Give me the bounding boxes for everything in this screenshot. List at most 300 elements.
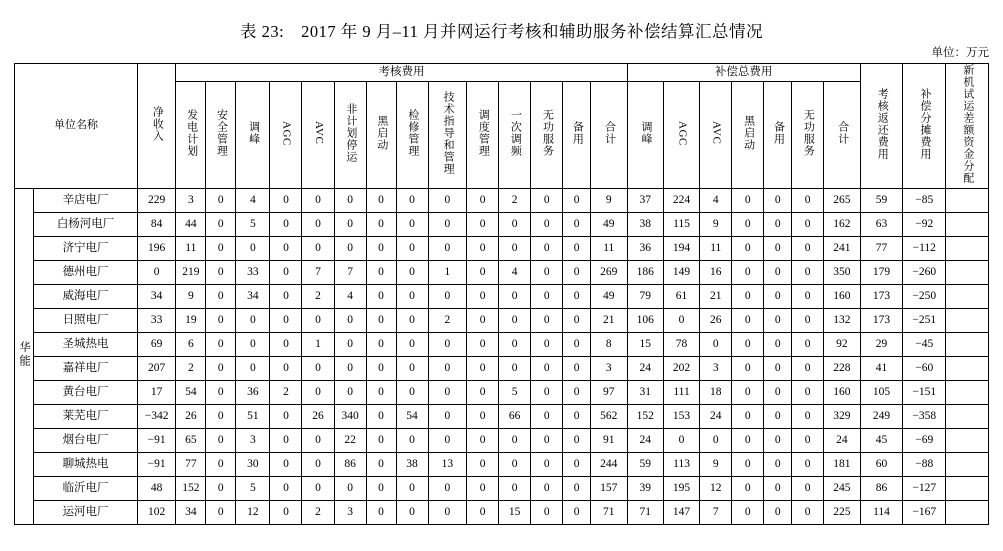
kaohe-cell: 152 <box>176 476 206 500</box>
new-unit-cell <box>946 356 989 380</box>
kaohe-cell: 71 <box>591 500 628 524</box>
kaohe-cell: 0 <box>206 404 236 428</box>
group-label-cell <box>15 188 34 524</box>
kaohe-cell: 66 <box>499 404 531 428</box>
buchang-cell: 16 <box>700 260 732 284</box>
kaohe-return-cell: 60 <box>860 452 903 476</box>
kaohe-cell: 54 <box>176 380 206 404</box>
kaohe-cell: 0 <box>270 332 302 356</box>
kaohe-cell: 5 <box>499 380 531 404</box>
kaohe-cell: 30 <box>236 452 270 476</box>
plant-name-cell: 烟台电厂 <box>34 428 138 452</box>
kaohe-cell: 0 <box>563 404 591 428</box>
table-row <box>15 452 989 476</box>
kaohe-col-header <box>591 82 628 189</box>
kaohe-cell: 0 <box>270 308 302 332</box>
kaohe-cell: 0 <box>366 380 396 404</box>
net-income-cell: 34 <box>137 284 175 308</box>
kaohe-cell: 0 <box>428 188 466 212</box>
kaohe-cell: 0 <box>334 188 366 212</box>
buchang-cell: 0 <box>792 236 824 260</box>
buchang-cell: 0 <box>764 404 792 428</box>
kaohe-cell: 0 <box>206 308 236 332</box>
kaohe-cell: 0 <box>531 260 563 284</box>
buchang-cell: 0 <box>792 212 824 236</box>
table-body <box>15 188 989 524</box>
kaohe-cell: 0 <box>499 284 531 308</box>
kaohe-cell: 0 <box>467 260 499 284</box>
buchang-cell: 0 <box>764 380 792 404</box>
kaohe-cell: 0 <box>428 332 466 356</box>
kaohe-cell: 9 <box>591 188 628 212</box>
buchang-cell: 153 <box>663 404 699 428</box>
buchang-cell: 0 <box>764 476 792 500</box>
buchang-cell: 15 <box>627 332 663 356</box>
kaohe-cell: 0 <box>366 188 396 212</box>
kaohe-cell: 0 <box>563 308 591 332</box>
table-row <box>15 308 989 332</box>
kaohe-cell: 0 <box>531 284 563 308</box>
kaohe-cell: 157 <box>591 476 628 500</box>
buchang-cell: 0 <box>732 356 764 380</box>
kaohe-return-cell: 77 <box>860 236 903 260</box>
kaohe-cell: 4 <box>334 284 366 308</box>
kaohe-cell: 0 <box>366 236 396 260</box>
buchang-share-cell: −127 <box>903 476 946 500</box>
new-unit-label: 新机试运差额资金分配 <box>961 64 974 184</box>
table-row <box>15 188 989 212</box>
buchang-col-header <box>663 82 699 189</box>
buchang-cell: 0 <box>700 332 732 356</box>
kaohe-cell: 0 <box>270 212 302 236</box>
buchang-share-cell: −260 <box>903 260 946 284</box>
col-label: 技术指导和管理 <box>442 91 455 175</box>
buchang-cell: 7 <box>700 500 732 524</box>
kaohe-cell: 0 <box>334 476 366 500</box>
buchang-cell: 38 <box>627 212 663 236</box>
table-row <box>15 236 989 260</box>
kaohe-cell: 0 <box>396 212 428 236</box>
kaohe-return-cell: 63 <box>860 212 903 236</box>
buchang-cell: 0 <box>700 428 732 452</box>
buchang-cell: 228 <box>824 356 860 380</box>
kaohe-cell: 49 <box>591 212 628 236</box>
kaohe-cell: 12 <box>236 500 270 524</box>
kaohe-cell: 0 <box>428 428 466 452</box>
kaohe-cell: 0 <box>499 452 531 476</box>
kaohe-return-cell: 29 <box>860 332 903 356</box>
col-label: 调度管理 <box>477 109 490 157</box>
plant-name-cell: 临沂电厂 <box>34 476 138 500</box>
buchang-cell: 0 <box>764 212 792 236</box>
kaohe-cell: 0 <box>563 476 591 500</box>
kaohe-cell: 0 <box>366 428 396 452</box>
table-row <box>15 260 989 284</box>
buchang-cell: 21 <box>700 284 732 308</box>
kaohe-cell: 54 <box>396 404 428 428</box>
buchang-cell: 0 <box>732 236 764 260</box>
plant-name-cell: 济宁电厂 <box>34 236 138 260</box>
net-income-cell: 207 <box>137 356 175 380</box>
buchang-cell: 0 <box>732 188 764 212</box>
buchang-cell: 61 <box>663 284 699 308</box>
kaohe-cell: 340 <box>334 404 366 428</box>
net-income-cell: 84 <box>137 212 175 236</box>
kaohe-cell: 0 <box>366 500 396 524</box>
net-income-cell: −91 <box>137 452 175 476</box>
col-label: AVC <box>312 121 325 145</box>
kaohe-cell: 0 <box>302 452 334 476</box>
kaohe-cell: 0 <box>428 212 466 236</box>
kaohe-cell: 34 <box>176 500 206 524</box>
buchang-cell: 0 <box>792 476 824 500</box>
kaohe-cell: 26 <box>176 404 206 428</box>
net-income-cell: −91 <box>137 428 175 452</box>
kaohe-cell: 0 <box>206 380 236 404</box>
new-unit-cell <box>946 332 989 356</box>
buchang-cell: 0 <box>663 428 699 452</box>
kaohe-col-header <box>302 82 334 189</box>
buchang-cell: 0 <box>792 500 824 524</box>
kaohe-cell: 0 <box>236 356 270 380</box>
kaohe-cell: 0 <box>531 380 563 404</box>
kaohe-cell: 0 <box>467 404 499 428</box>
kaohe-return-cell: 59 <box>860 188 903 212</box>
kaohe-cell: 0 <box>334 332 366 356</box>
kaohe-col-header <box>428 82 466 189</box>
kaohe-cell: 0 <box>428 380 466 404</box>
kaohe-cell: 0 <box>366 404 396 428</box>
kaohe-cell: 0 <box>270 188 302 212</box>
unit-name-header <box>15 64 138 189</box>
buchang-cell: 195 <box>663 476 699 500</box>
kaohe-cell: 0 <box>206 236 236 260</box>
kaohe-cell: 0 <box>428 284 466 308</box>
kaohe-cell: 0 <box>302 212 334 236</box>
kaohe-cell: 0 <box>302 236 334 260</box>
kaohe-cell: 0 <box>563 236 591 260</box>
buchang-col-header <box>764 82 792 189</box>
buchang-cell: 0 <box>732 404 764 428</box>
kaohe-cell: 0 <box>428 476 466 500</box>
unit-name-label: 单位名称 <box>53 119 98 131</box>
buchang-cell: 0 <box>764 332 792 356</box>
buchang-cell: 9 <box>700 212 732 236</box>
col-label: 检修管理 <box>406 109 419 157</box>
kaohe-col-header <box>366 82 396 189</box>
kaohe-cell: 0 <box>334 236 366 260</box>
table-row <box>15 284 989 308</box>
kaohe-cell: 0 <box>302 188 334 212</box>
kaohe-cell: 269 <box>591 260 628 284</box>
kaohe-cell: 7 <box>302 260 334 284</box>
kaohe-cell: 77 <box>176 452 206 476</box>
kaohe-cell: 0 <box>467 188 499 212</box>
net-income-cell: 48 <box>137 476 175 500</box>
buchang-cell: 202 <box>663 356 699 380</box>
buchang-share-cell: −112 <box>903 236 946 260</box>
kaohe-cell: 0 <box>366 284 396 308</box>
kaohe-cell: 0 <box>563 380 591 404</box>
buchang-cell: 186 <box>627 260 663 284</box>
kaohe-cell: 8 <box>591 332 628 356</box>
kaohe-cell: 0 <box>467 476 499 500</box>
buchang-share-cell: −85 <box>903 188 946 212</box>
col-label: 一次调频 <box>509 109 522 157</box>
buchang-share-cell: −358 <box>903 404 946 428</box>
buchang-cell: 329 <box>824 404 860 428</box>
kaohe-cell: 34 <box>236 284 270 308</box>
buchang-share-header <box>903 64 946 189</box>
plant-name-cell: 嘉祥电厂 <box>34 356 138 380</box>
buchang-cell: 0 <box>732 332 764 356</box>
kaohe-cell: 0 <box>563 332 591 356</box>
kaohe-cell: 33 <box>236 260 270 284</box>
buchang-cell: 265 <box>824 188 860 212</box>
kaohe-cell: 0 <box>531 500 563 524</box>
kaohe-return-label: 考核返还费用 <box>876 88 889 160</box>
buchang-cell: 0 <box>792 452 824 476</box>
kaohe-cell: 0 <box>396 236 428 260</box>
kaohe-cell: 0 <box>206 260 236 284</box>
buchang-cell: 0 <box>732 260 764 284</box>
col-label: AGC <box>280 120 293 146</box>
buchang-share-cell: −88 <box>903 452 946 476</box>
buchang-cell: 0 <box>663 308 699 332</box>
kaohe-cell: 0 <box>499 236 531 260</box>
buchang-cell: 31 <box>627 380 663 404</box>
kaohe-cell: 0 <box>396 500 428 524</box>
kaohe-cell: 0 <box>467 452 499 476</box>
kaohe-cell: 0 <box>206 356 236 380</box>
kaohe-col-header <box>206 82 236 189</box>
buchang-cell: 245 <box>824 476 860 500</box>
new-unit-cell <box>946 308 989 332</box>
kaohe-cell: 15 <box>499 500 531 524</box>
table-row <box>15 356 989 380</box>
kaohe-cell: 65 <box>176 428 206 452</box>
new-unit-cell <box>946 212 989 236</box>
kaohe-cell: 0 <box>206 452 236 476</box>
buchang-cell: 149 <box>663 260 699 284</box>
buchang-share-cell: −151 <box>903 380 946 404</box>
kaohe-cell: 0 <box>206 500 236 524</box>
buchang-share-cell: −92 <box>903 212 946 236</box>
buchang-cell: 160 <box>824 380 860 404</box>
kaohe-cell: 21 <box>591 308 628 332</box>
kaohe-cell: 0 <box>366 260 396 284</box>
buchang-cell: 0 <box>764 452 792 476</box>
kaohe-cell: 0 <box>396 260 428 284</box>
buchang-cell: 0 <box>764 428 792 452</box>
kaohe-cell: 97 <box>591 380 628 404</box>
new-unit-cell <box>946 452 989 476</box>
kaohe-cell: 0 <box>396 356 428 380</box>
new-unit-cell <box>946 380 989 404</box>
new-unit-cell <box>946 428 989 452</box>
buchang-cell: 0 <box>792 380 824 404</box>
kaohe-cell: 4 <box>236 188 270 212</box>
buchang-cell: 0 <box>764 188 792 212</box>
group-label: 华能 <box>18 341 31 369</box>
kaohe-cell: 0 <box>499 356 531 380</box>
table-row <box>15 428 989 452</box>
kaohe-cell: 0 <box>467 356 499 380</box>
plant-name-cell: 威海电厂 <box>34 284 138 308</box>
buchang-cell: 3 <box>700 356 732 380</box>
kaohe-cell: 0 <box>531 308 563 332</box>
kaohe-cell: 0 <box>428 356 466 380</box>
buchang-col-header <box>732 82 764 189</box>
kaohe-cell: 0 <box>396 332 428 356</box>
buchang-cell: 18 <box>700 380 732 404</box>
kaohe-return-cell: 105 <box>860 380 903 404</box>
kaohe-cell: 0 <box>563 452 591 476</box>
kaohe-cell: 0 <box>499 212 531 236</box>
kaohe-cell: 0 <box>236 236 270 260</box>
kaohe-cell: 11 <box>591 236 628 260</box>
buchang-cell: 113 <box>663 452 699 476</box>
buchang-cell: 24 <box>627 356 663 380</box>
kaohe-cell: 0 <box>467 500 499 524</box>
kaohe-col-header <box>176 82 206 189</box>
kaohe-cell: 91 <box>591 428 628 452</box>
net-income-cell: 102 <box>137 500 175 524</box>
buchang-cell: 37 <box>627 188 663 212</box>
table-container <box>0 63 1003 525</box>
col-label: 调峰 <box>247 121 260 145</box>
buchang-cell: 0 <box>792 404 824 428</box>
buchang-share-cell: −251 <box>903 308 946 332</box>
kaohe-cell: 3 <box>236 428 270 452</box>
kaohe-cell: 0 <box>396 308 428 332</box>
kaohe-cell: 219 <box>176 260 206 284</box>
col-label: 调峰 <box>639 121 652 145</box>
kaohe-cell: 0 <box>531 428 563 452</box>
kaohe-cell: 562 <box>591 404 628 428</box>
buchang-share-cell: −60 <box>903 356 946 380</box>
buchang-cell: 0 <box>732 476 764 500</box>
kaohe-cell: 11 <box>176 236 206 260</box>
kaohe-cell: 0 <box>366 476 396 500</box>
kaohe-cell: 0 <box>531 188 563 212</box>
buchang-cell: 24 <box>824 428 860 452</box>
kaohe-cell: 0 <box>206 188 236 212</box>
kaohe-cell: 0 <box>396 476 428 500</box>
kaohe-cell: 51 <box>236 404 270 428</box>
kaohe-cell: 0 <box>467 428 499 452</box>
new-unit-cell <box>946 500 989 524</box>
plant-name-cell: 白杨河电厂 <box>34 212 138 236</box>
kaohe-col-header <box>467 82 499 189</box>
new-unit-header <box>946 64 989 189</box>
col-label: AVC <box>710 121 723 145</box>
kaohe-col-header <box>499 82 531 189</box>
kaohe-cell: 26 <box>302 404 334 428</box>
buchang-cell: 0 <box>792 356 824 380</box>
kaohe-cell: 0 <box>531 332 563 356</box>
new-unit-cell <box>946 236 989 260</box>
kaohe-cell: 0 <box>428 236 466 260</box>
kaohe-cell: 13 <box>428 452 466 476</box>
new-unit-cell <box>946 476 989 500</box>
kaohe-cell: 0 <box>499 476 531 500</box>
buchang-cell: 181 <box>824 452 860 476</box>
kaohe-cell: 1 <box>428 260 466 284</box>
net-income-cell: 0 <box>137 260 175 284</box>
kaohe-cell: 0 <box>206 212 236 236</box>
buchang-cell: 132 <box>824 308 860 332</box>
kaohe-return-cell: 173 <box>860 308 903 332</box>
buchang-cell: 71 <box>627 500 663 524</box>
kaohe-cell: 2 <box>176 356 206 380</box>
kaohe-cell: 2 <box>428 308 466 332</box>
table-row <box>15 332 989 356</box>
kaohe-return-header <box>860 64 903 189</box>
kaohe-cell: 0 <box>563 500 591 524</box>
buchang-col-header <box>824 82 860 189</box>
buchang-cell: 225 <box>824 500 860 524</box>
buchang-cell: 0 <box>732 428 764 452</box>
kaohe-cell: 0 <box>531 404 563 428</box>
net-income-cell: 196 <box>137 236 175 260</box>
col-label: 备用 <box>772 121 785 145</box>
kaohe-cell: 3 <box>591 356 628 380</box>
kaohe-col-header <box>531 82 563 189</box>
net-income-cell: 17 <box>137 380 175 404</box>
kaohe-return-cell: 114 <box>860 500 903 524</box>
buchang-cell: 79 <box>627 284 663 308</box>
kaohe-return-cell: 173 <box>860 284 903 308</box>
kaohe-cell: 9 <box>176 284 206 308</box>
buchang-share-cell: −45 <box>903 332 946 356</box>
buchang-cell: 0 <box>732 308 764 332</box>
kaohe-cell: 0 <box>499 308 531 332</box>
buchang-cell: 241 <box>824 236 860 260</box>
kaohe-cell: 0 <box>206 428 236 452</box>
kaohe-cell: 0 <box>366 308 396 332</box>
kaohe-cell: 0 <box>302 308 334 332</box>
kaohe-cell: 0 <box>236 332 270 356</box>
net-income-header <box>137 64 175 189</box>
buchang-cell: 152 <box>627 404 663 428</box>
kaohe-cell: 0 <box>531 452 563 476</box>
buchang-cell: 12 <box>700 476 732 500</box>
kaohe-cell: 49 <box>591 284 628 308</box>
kaohe-cell: 0 <box>396 188 428 212</box>
kaohe-cell: 0 <box>366 356 396 380</box>
kaohe-cell: 6 <box>176 332 206 356</box>
buchang-share-cell: −250 <box>903 284 946 308</box>
buchang-cell: 160 <box>824 284 860 308</box>
plant-name-cell: 莱芜电厂 <box>34 404 138 428</box>
kaohe-cell: 0 <box>563 284 591 308</box>
new-unit-cell <box>946 404 989 428</box>
plant-name-cell: 聊城热电 <box>34 452 138 476</box>
kaohe-cell: 2 <box>499 188 531 212</box>
buchang-cell: 0 <box>764 356 792 380</box>
net-income-cell: 229 <box>137 188 175 212</box>
kaohe-cell: 0 <box>270 404 302 428</box>
kaohe-cell: 0 <box>270 356 302 380</box>
kaohe-cell: 0 <box>531 212 563 236</box>
col-label: 无功服务 <box>802 109 815 157</box>
buchang-cell: 111 <box>663 380 699 404</box>
kaohe-cell: 0 <box>531 476 563 500</box>
kaohe-cell: 0 <box>428 404 466 428</box>
settlement-summary-table <box>14 63 989 525</box>
kaohe-cell: 0 <box>563 260 591 284</box>
